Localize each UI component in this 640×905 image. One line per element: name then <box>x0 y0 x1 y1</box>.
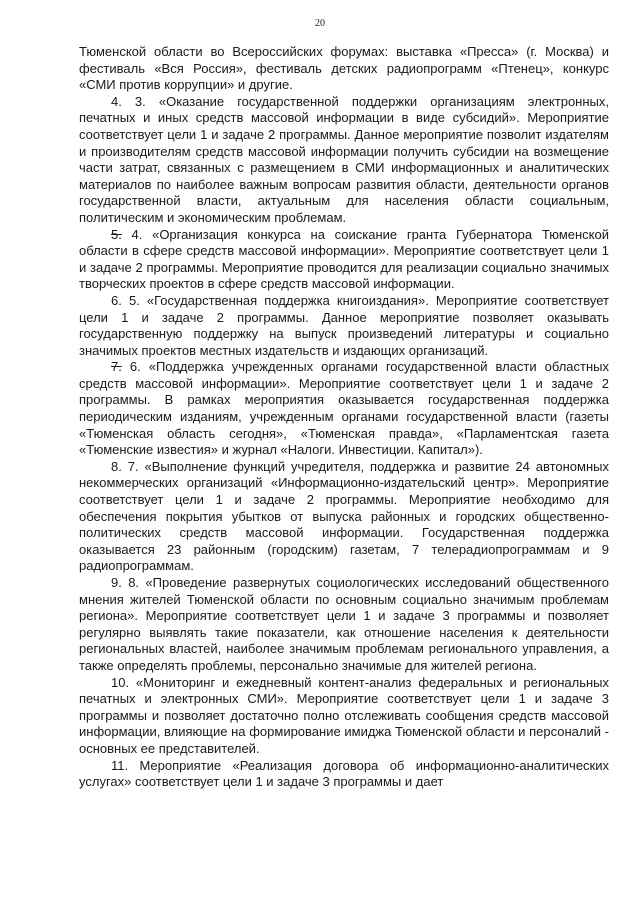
paragraph-text: «Организация конкурса на соискание гранта Губернатора Тюменской области в сфере средств массовой информации». Мероприятие соответствует цели 1 и задаче 2 программы. Мероприятие проводится для реализации социально значимых творческих проектов в сфере средств массовой информации. <box>79 226 609 292</box>
paragraph-text: «Оказание государственной поддержки организациям электронных, печатных и иных средств массовой информации в виде субсидий». Мероприятие соответствует цели 1 и задаче 2 программы. Данное мероприятие позволит издателям и производителям средств массовой информации получить субсидии на возмещение части затрат, связанных с размещением в СМИ информационных и аналитических материалов по наиболее важным вопросам развития области, деятельности органов государственной власти, актуальным для населения области социальным, политическим и экономическим проблемам. <box>79 93 609 225</box>
paragraph-number: 4. <box>121 226 153 242</box>
paragraph-continuation <box>79 44 609 94</box>
paragraph-text: «Поддержка учрежденных органами государственной власти областных средств массовой информации». Мероприятие соответствует цели 1 и задаче 2 программы. В рамках мероприятия оказывается государственная поддержка периодическим изданиям, учрежденным органами государственной власти (газеты «Тюменская область сегодня», «Тюменская правда», «Парламентская газета «Тюменские известия» и журнал «Налоги. Инвестиции. Капитал»). <box>79 359 609 458</box>
paragraph-text: Мероприятие «Реализация договора об информационно-аналитических услугах» соответствует цели 1 и задаче 3 программы и дает <box>79 757 609 790</box>
paragraph-number: 6. 5. <box>111 292 147 308</box>
paragraph-number: 6. <box>121 359 149 375</box>
paragraph-item-9-8 <box>79 575 609 675</box>
paragraph-item-7-6 <box>79 359 609 459</box>
paragraph-item-6-5 <box>79 293 609 359</box>
paragraph-item-5-4 <box>79 227 609 293</box>
paragraph-text: «Выполнение функций учредителя, поддержка и развитие 24 автономных некоммерческих организаций «Информационно-издательский центр». Мероприятие соответствует цели 1 и задаче 2 программы. Мероприятие необходимо для обеспечения покрытия убытков от выпуска районных и городских общественно-политических средств массовой информации. Государственная поддержка оказывается 23 районным (городским) газетам, 7 телерадиопрограммам и 9 радиопрограммам. <box>79 458 609 574</box>
paragraph-item-8-7 <box>79 459 609 575</box>
paragraph-item-11 <box>79 758 609 791</box>
page-number: 20 <box>315 18 325 29</box>
paragraph-text: «Государственная поддержка книгоиздания». Мероприятие соответствует цели 1 и задаче 2 программы. Данное мероприятие позволяет оказывать государственную поддержку на выпуск произведений литературы и социально значимых проектов местных издательств и издающих организаций. <box>79 292 609 358</box>
paragraph-item-10 <box>79 675 609 758</box>
paragraph-text: «Мониторинг и ежедневный контент-анализ федеральных и региональных печатных и электронных СМИ». Мероприятие соответствует цели 1 и задаче 3 программы и позволяет достаточно полно отслеживать сообщения средств массовой информации, влияющие на формирование имиджа Тюменской области и персоналий - основных ее представителей. <box>79 674 609 756</box>
paragraph-item-4-3 <box>79 94 609 227</box>
paragraph-number: 11. <box>111 757 140 773</box>
paragraph-number: 9. 8. <box>111 575 146 590</box>
paragraph-number: 10. <box>111 674 136 690</box>
struck-paragraph-number: 5. <box>111 226 122 242</box>
document-body <box>79 44 609 791</box>
paragraph-text: «Проведение развернутых социологических исследований общественного мнения жителей Тюменской области по основным социально значимым проблемам региона». Мероприятие соответствует цели 1 и задаче 3 программы и позволяет регулярно выявлять такие показатели, как отношение населения к деятельности региональных властей, наиболее значимым проблемам регионального управления, а также определять проблемы, персонально значимые для жителей региона. <box>79 575 609 673</box>
paragraph-number: 4. 3. <box>111 93 159 109</box>
struck-paragraph-number: 7. <box>111 359 122 375</box>
paragraph-text: Тюменской области во Всероссийских форумах: выставка «Пресса» (г. Москва) и фестиваль «Вся Россия», фестиваль детских радиопрограмм «Птенец», конкурс «СМИ против коррупции» и другие. <box>79 44 609 93</box>
paragraph-number: 8. 7. <box>111 458 145 474</box>
